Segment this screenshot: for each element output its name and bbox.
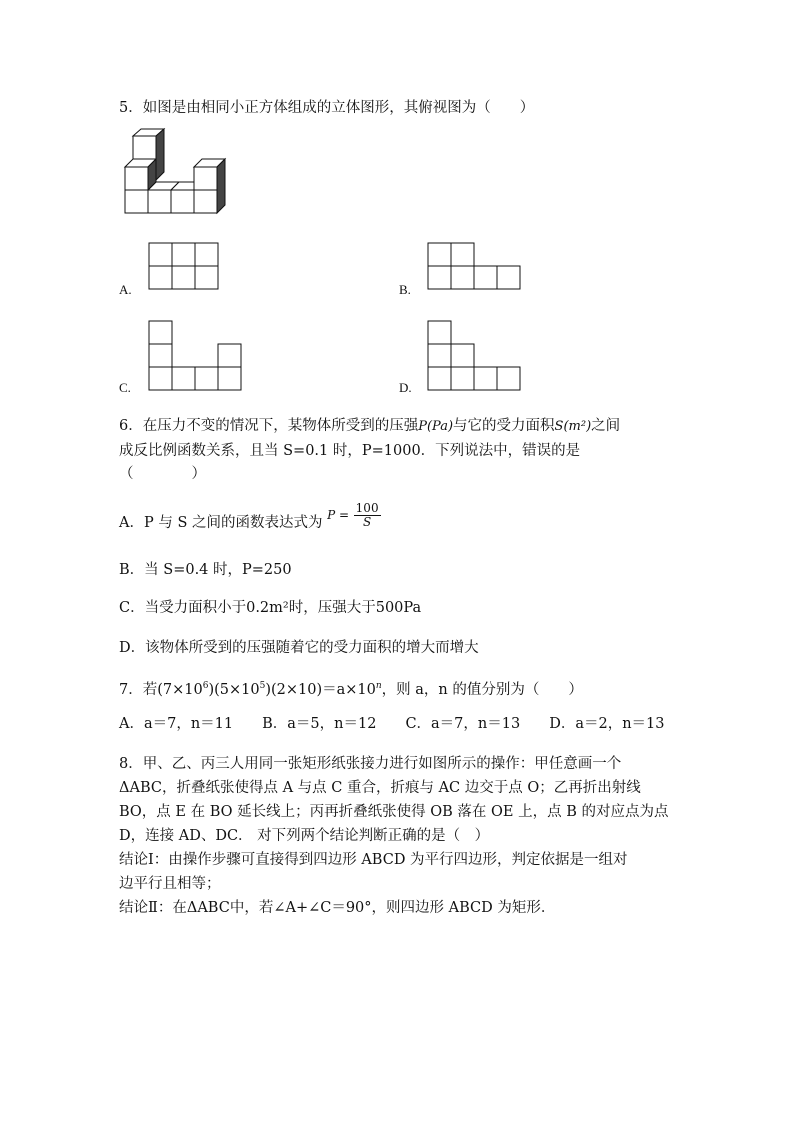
- q7-text-b: )(5×10: [208, 681, 260, 698]
- q5-option-b-label: B.: [399, 282, 411, 297]
- q5-option-d-label: D.: [399, 380, 412, 395]
- q6-stem-text: 6．在压力不变的情况下，某物体所受到的压强: [119, 418, 419, 434]
- q6-option-c: C．当受力面积小于0.2m²时，压强大于500Pa: [119, 600, 422, 616]
- q5-option-c-label: C.: [119, 380, 131, 395]
- q5-option-c-figure: [148, 320, 248, 392]
- q6-area-symbol: S(m²): [554, 419, 592, 434]
- fraction-denominator: S: [363, 514, 372, 529]
- q5-option-a-figure: [148, 242, 223, 292]
- q7-exponent-1: 6: [202, 681, 209, 691]
- q6-option-a-lhs: P =: [327, 508, 350, 522]
- q8-conclusion2: 结论Ⅱ：在ΔABC中，若∠A+∠C＝90°，则四边形 ABCD 为矩形．: [119, 900, 556, 916]
- q5-option-d-figure: [427, 320, 527, 392]
- q8-line2: ΔABC，折叠纸张使得点 A 与点 C 重合，折痕与 AC 边交于点 O；乙再折出射线: [119, 780, 641, 796]
- q6-stem-line2: 成反比例函数关系，且当 S=0.1 时，P=1000．下列说法中，错误的是: [119, 443, 581, 459]
- q5-stem: 5．如图是由相同小正方体组成的立体图形，其俯视图为（ ）: [119, 100, 535, 116]
- q8-line3: BO，点 E 在 BO 延长线上；丙再折叠纸张使得 OB 落在 OE 上，点 B 的对应点为点: [119, 804, 669, 820]
- q7-exponent-2: 5: [259, 681, 266, 691]
- q6-pressure-symbol: P(Pa): [418, 419, 454, 434]
- q6-stem-text-3: 之间: [591, 418, 621, 434]
- q6-option-a-text: A．P 与 S 之间的函数表达式为: [119, 515, 323, 531]
- q7-options: A．a＝7，n＝11 B．a＝5，n＝12 C．a＝7，n＝13 D．a＝2，n＝13: [119, 716, 665, 732]
- q6-option-b: B．当 S=0.4 时，P=250: [119, 562, 292, 578]
- q6-answer-paren: （ ）: [119, 466, 206, 482]
- q7-exponent-n: n: [375, 681, 382, 691]
- q7-text-a: 7．若(7×10: [119, 681, 203, 698]
- q6-option-a: [119, 500, 381, 538]
- q7-stem: [119, 676, 583, 700]
- q6-stem-text-2: 与它的受力面积: [453, 418, 555, 434]
- q8-conclusion1-line1: 结论Ⅰ：由操作步骤可直接得到四边形 ABCD 为平行四边形，判定依据是一组对: [119, 852, 628, 868]
- q5-option-b-figure: [427, 242, 527, 292]
- q6-option-d: D．该物体所受到的压强随着它的受力面积的增大而增大: [119, 640, 479, 656]
- q8-line1: 8．甲、乙、丙三人用同一张矩形纸张接力进行如图所示的操作：甲任意画一个: [119, 756, 622, 772]
- q7-text-c: )(2×10)＝a×10: [265, 681, 376, 698]
- q8-conclusion1-line2: 边平行且相等；: [119, 876, 221, 892]
- q6-option-a-fraction: [354, 502, 381, 529]
- q6-stem-line1: [119, 416, 620, 437]
- q8-line4: D，连接 AD、DC． 对下列两个结论判断正确的是（ ）: [119, 828, 490, 844]
- q5-option-a-label: A.: [119, 282, 132, 297]
- fraction-numerator: 100: [355, 500, 379, 515]
- q5-solid-figure: [120, 128, 240, 218]
- q7-text-d: ，则 a，n 的值分别为（ ）: [381, 681, 583, 698]
